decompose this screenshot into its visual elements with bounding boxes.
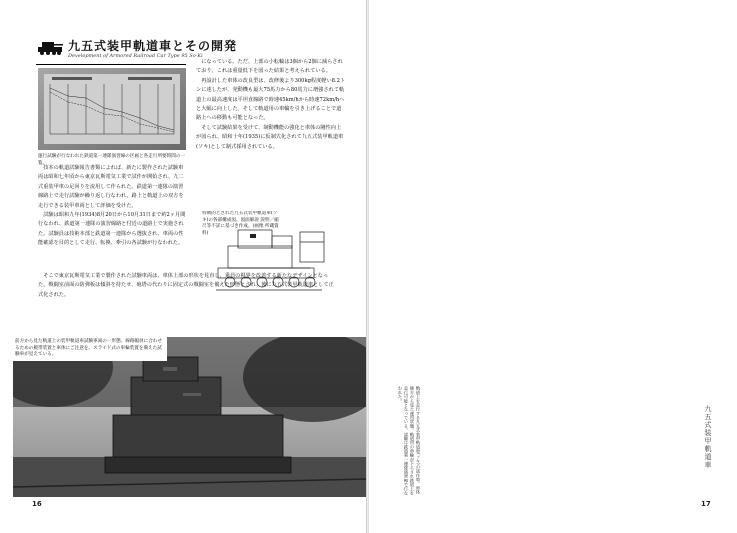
- page-number-left: 16: [32, 500, 42, 508]
- tank-left-caption: 前方から見た軌道上の装甲軌道車試験車両の一形態。線路幅員に合わせるための履帯装置と車体にご注意を。スライド式の車輪装置を備えた試験車が見えている。: [13, 337, 167, 361]
- body-paragraph: そこで東京瓦斯電気工業で製作された試験車両は、車体上部の形状を見直し、乗員の視界を改善する新たなデザインとなった。戦闘室前面の防弾板は傾斜を持たせ、砲塔の代わりに固定式の戦闘室を備えた形態とされ、後に九五式装甲軌道車として正式化された。: [38, 273, 334, 298]
- body-text-right-col-of-left-page: [196, 58, 346, 152]
- left-page: [0, 0, 367, 533]
- tank-right-caption: 軌道上を走行する九五式装甲軌道車(ソキ)の試作車。車体後方から見た運用状態。軌道用の車輪が下ろされ鉄道上を走行可能となっている。試験は鉄道第一連隊演習線で行なわれた。: [399, 383, 423, 499]
- body-paragraph: 技本の軌道試験報告書類によれば、新たに製作された試験車両は昭和七年頃から東京瓦斯電気工業で試作が開始され、九二式重装甲車の足回りを流用して作られた。鉄道第一連隊の演習線路上で走行試験が繰り返し行なわれ、路上と軌道上の双方を走行できる装甲車両として評価を受けた。: [38, 165, 184, 209]
- body-paragraph: 再設計した車体の改良型は、改修後より300kg程度軽い8.2トンに達したが、発動機も最大75馬力から80馬力に増強されて軌道上の最高速度は平坦直線路で時速45km/hから時速72km/hへと大幅に向上した。そして軌道用の車輪を引き上げることで道路上への移動も可能となった。: [196, 77, 346, 122]
- vehicle-drawing: [210, 222, 335, 300]
- title-stamp: 九五式装甲軌道車: [704, 405, 712, 469]
- body-paragraph: そして試験結果を受けて、制動機能の強化と車体の剛性向上が図られ、昭和十年(1935)に仮制式化されて九五式装甲軌道車(ソキ)として制式採用されている。: [196, 124, 344, 150]
- tank-photo-left: [13, 337, 367, 497]
- header-rule: [36, 64, 186, 65]
- document-photo-caption: 運行試験が行なわれた鉄道第一連隊演習線の区画と各走行所要時間の一覧。: [38, 154, 186, 166]
- page-number-right: 17: [701, 500, 711, 508]
- tank-silhouette-icon: [36, 40, 64, 56]
- drawing-caption: 特徴的とされた九五式装甲軌道車(ソキ)の各部構成図。図面解説 説明／縮尺等不詳に基づき作成。(画像 所蔵資料): [202, 211, 279, 236]
- document-photo: [38, 68, 186, 150]
- body-text-left-col1: [38, 164, 188, 249]
- body-paragraph: になっている。ただ、上部の小転輪は3個から2個に減らされており、これは重量低下を図った結果と考えられている。: [196, 59, 343, 75]
- article-title: 九五式装甲軌道車とその開発: [68, 39, 238, 53]
- right-page: [369, 0, 737, 533]
- body-paragraph: 試験は昭和九年(1934)8月20日から10月31日まで約2ヶ月間行なわれ、鉄道第一連隊の演習線路と付近の道路上で実施された。試験員は技術本部と鉄道第一連隊から選抜され、車両の性能確認を目的として走行、転換、牽引の各試験が行なわれた。: [38, 212, 186, 247]
- article-subtitle: Development of Armored Railroad Car Type 95 So-Ki: [68, 53, 203, 59]
